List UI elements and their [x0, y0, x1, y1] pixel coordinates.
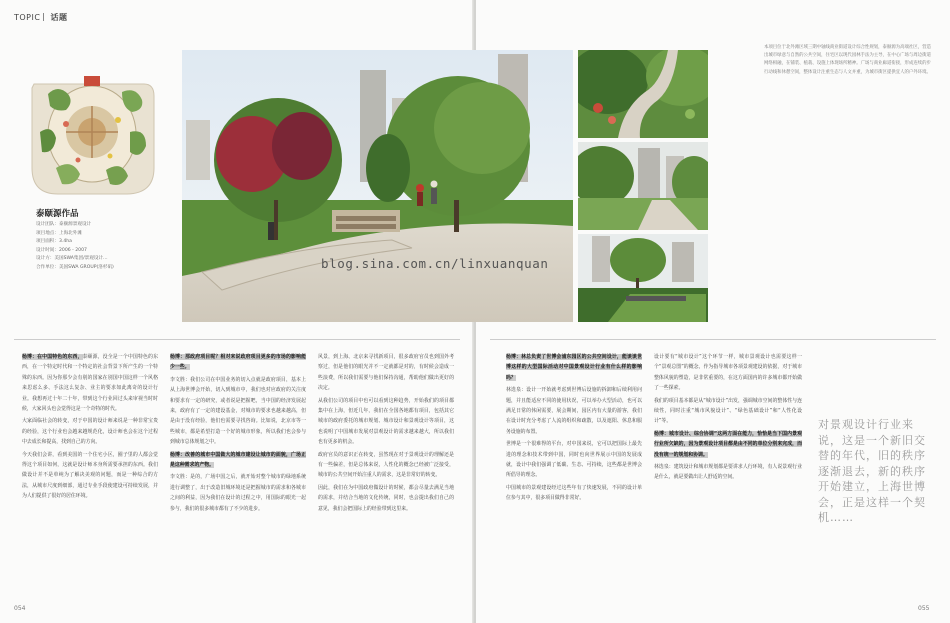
project-info-line: 项目面积：3.4ha: [36, 239, 73, 245]
article-column-4: [506, 352, 642, 506]
body-text: 李文胜：我们公司在中国业务的切入点就是政府项目，基本上从上海世博会开始，切入到城市中，我们也对应政府的关注度和要求有一定的研究，或者说是把握吧，当中国的经济发展起来，政府有了一定的建设基金，对城市的要求也越来越高，但是由于没有经验，他们也需要寻找咨询。比如说，北京市等一些城市，都是希望打造一个好的城市形象，所以我们也会参与到城市总体规划之中。: [170, 376, 306, 446]
project-description: 本项目位于北外滩区域三期中轴线商业街道设计综合性规划，泰颐源为高端社区，营造出城市绿意与自然的公共空间，住宅区以现代园林手法为主导，在中心广场与周边街道网络相融，在铺装、植栽、设施上体现场所精神。广场与商业廊道衔接，形成连续的步行动线和休憩空间，整体设计注重生态与人文并重，为城市街区提供宜人的户外环境。: [764, 45, 931, 75]
project-info-line: 设计时间：2006 - 2007: [36, 247, 87, 253]
paragraph: [318, 483, 454, 514]
body-text: 政府官员的意识正在转变，虽然现在对于景观设计的理解还是有一些偏差，但是总体来说，人性化的概念已经被广泛接受，城市的公共空间开始注重人的需求，这是非常好的转变。: [318, 451, 454, 479]
paragraph: [170, 375, 306, 448]
project-info-line: 设计方：美国SWA集团/景观设计…: [36, 256, 108, 262]
body-text: 林选泉：建筑设计和城市规划都是要讲求人行环境，有人说景观行业是什么，就是要做出让人舒适的空间。: [654, 464, 802, 481]
body-text: 从我们公司的项目中也可以看到这种趋势，开始我们的项目都集中在上海，但近几年，我们在全国各地都有项目，包括其它城市的政府委托的城市规划、城市设计和景观设计等项目，这也说明了中国城市发展对景观设计的需求越来越大，所以我们也有更多的机会。: [318, 397, 454, 446]
body-text: 今天我们会讲，看到美国的一个住宅小区，圈子里的人都会觉得这个项目如何，这就是设计师本身所需要承担的东西。我们做设计并不是单纯为了解决美观的问题，而是一种综合的方法，从城市尺度到细部，通过专业手段使建设可持续发展，并为人们提供了很好的居住环境。: [22, 451, 158, 500]
garden-walkway-photo: [578, 142, 708, 230]
paragraph: [22, 450, 158, 502]
body-text: 设计要有“城市设计”这个环节一样，城市景观设计也需要这样一个“景观总图”的概念，作为指导城市各项景观建设的依据，对于城市整体风貌的塑造，是非常重要的，在这方面国内的许多城市都开始做了一些探索。: [654, 354, 802, 392]
paragraph: [654, 462, 802, 483]
body-text: 因此，我们在为中国政府做设计的时候，都会尽量去满足当地的需求，并结合当地的文化传统，同时，也会提出我们自己的意见，我们会把国际上的经验带到这里来。: [318, 484, 454, 512]
highlight-text: 杨博：城市设计、综合协调“这两方面在能力，恰恰是当下国内景观行业所欠缺的，因为景观设计项目都是由不同的单位分别来完成，而没有统一的规划和协调。: [654, 430, 802, 458]
body-text: 风景，到上海、北京来寻找新项目，很多政府官员也到国外考察过，但是他们的眼光并不一定就都是对的，有时候会造成一些浪费，所以我们需要与他们保持沟通，帮助他们做出更好的决定。: [318, 354, 454, 392]
paragraph: [506, 352, 642, 383]
body-text: 中国城市的景观建设经过这些年有了快速发展，不同的设计单位参与其中，很多项目做得非常好。: [506, 484, 642, 502]
paragraph: [170, 472, 306, 514]
main-plaza-photo: [182, 50, 573, 322]
highlight-text: 杨博：林总负责了世博会浦东园区的公共空间设计，能谈谈世博这样的大型国际活动对中国景观设计行业有什么样的影响吗？: [506, 354, 642, 381]
paragraph: [22, 416, 158, 447]
paragraph: [654, 352, 802, 394]
paragraph: [506, 483, 642, 504]
project-info-line: 合作单位：美国SWA GROUP(洛杉矶): [36, 264, 114, 270]
page-number-right: 055: [918, 605, 930, 612]
body-text: 大家面临社会的转变，对于中国的设计师来说是一种非常宝贵的经验，这个行业也会越来越规范化，设计师也会在这个过程中去成长和提高，找到自己的方向。: [22, 418, 158, 446]
site-plan-image: [26, 72, 158, 196]
paragraph: [170, 450, 306, 471]
body-text: 林选泉：设计一开始就考虑到世博后设施的拆卸和后续利用问题，并且能适应不同的使用状况，可以举办大型活动，也可以满足日常的休闲需要，展会期间，园区内有大量的游客，我们在设计时充分考虑了人流的组织和疏散，以及遮阳、休息和服务设施的布置。: [506, 387, 642, 435]
divider-right: [490, 339, 936, 340]
paragraph: [506, 385, 642, 437]
topic-header: [14, 12, 67, 23]
article-column-2: [170, 352, 306, 516]
paragraph: [318, 396, 454, 448]
blog-watermark: blog.sina.com.cn/linxuanquan: [321, 256, 549, 271]
highlight-text: 杨博：改善的城市中国做大的城市建设让城市的面貌，广场正是这种需求的产物。: [170, 451, 306, 469]
topic-title: 话题: [50, 13, 68, 22]
paragraph: [506, 439, 642, 481]
paragraph: [654, 429, 802, 460]
divider-left: [14, 339, 460, 340]
project-info-line: 项目地点：上海北外滩: [36, 230, 82, 236]
project-info: [36, 221, 114, 273]
page-number-left: 054: [14, 605, 26, 612]
paragraph: [170, 352, 306, 373]
terraced-lawn-photo: [578, 234, 708, 322]
paragraph: [318, 352, 454, 394]
article-column-5: [654, 352, 802, 485]
paragraph: [22, 352, 158, 414]
body-text: 李文胜：是的，广场中国之后，就开始对整个城市的绿地系统进行调整了，出于改造旧城环境还是把握城市的需求和各城市之间的利益，因为我们在设计的过程之中，用国际的眼光一起参与，我们的很多城市都有了不少的进步。: [170, 474, 306, 512]
topic-label: TOPIC: [14, 13, 41, 22]
paragraph: [318, 450, 454, 481]
body-text: 我们的项目基本都是从“城市设计”出发，强调城市空间的整体性与连续性，同时注重“城市风貌设计”、“绿色基础设计”和“人性化设计”等。: [654, 397, 802, 425]
path-garden-photo: [578, 50, 708, 138]
project-info-line: 设计团队：泰颐源景观设计: [36, 222, 92, 227]
highlight-text: 杨博：那政府项目呢？相对来说政府项目更多的市场的影响能少一些。: [170, 354, 306, 371]
highlight-text: 杨博：在中国特色的东西，: [22, 354, 83, 360]
body-text: 泰颐源，没全是一个中国特色的东西，在一个特定时代和一个特定的社会背景下所产生的一个特殊的东西。因为你那少会有别的国家在别国中国这样一个风格来思虑么多、手法这么复杂、业主的要求如此离奇的设计行业。我想再过十年二十年，带到这个行业回过头来审视当时时候，大家回头也会觉得这是一个奇特的时代。: [22, 354, 158, 413]
paragraph: [654, 396, 802, 427]
pull-quote: 对景观设计行业来说，这是一个新旧交替的年代，旧的秩序逐渐退去，新的秩序开始建立，上海世博会，正是这样一个契机……: [818, 418, 926, 524]
article-column-1: [22, 352, 158, 504]
project-title: 泰颐源作品: [36, 209, 79, 219]
article-column-3: [318, 352, 454, 516]
body-text: 世博是一个很难得的平台，对中国来说，它可以把国际上最先进的理念和技术带到中国，同时也向世界展示中国的发展成就，设计中我们强调了低碳、生态、可持续，这些都是世博会所倡导的理念。: [506, 441, 642, 479]
